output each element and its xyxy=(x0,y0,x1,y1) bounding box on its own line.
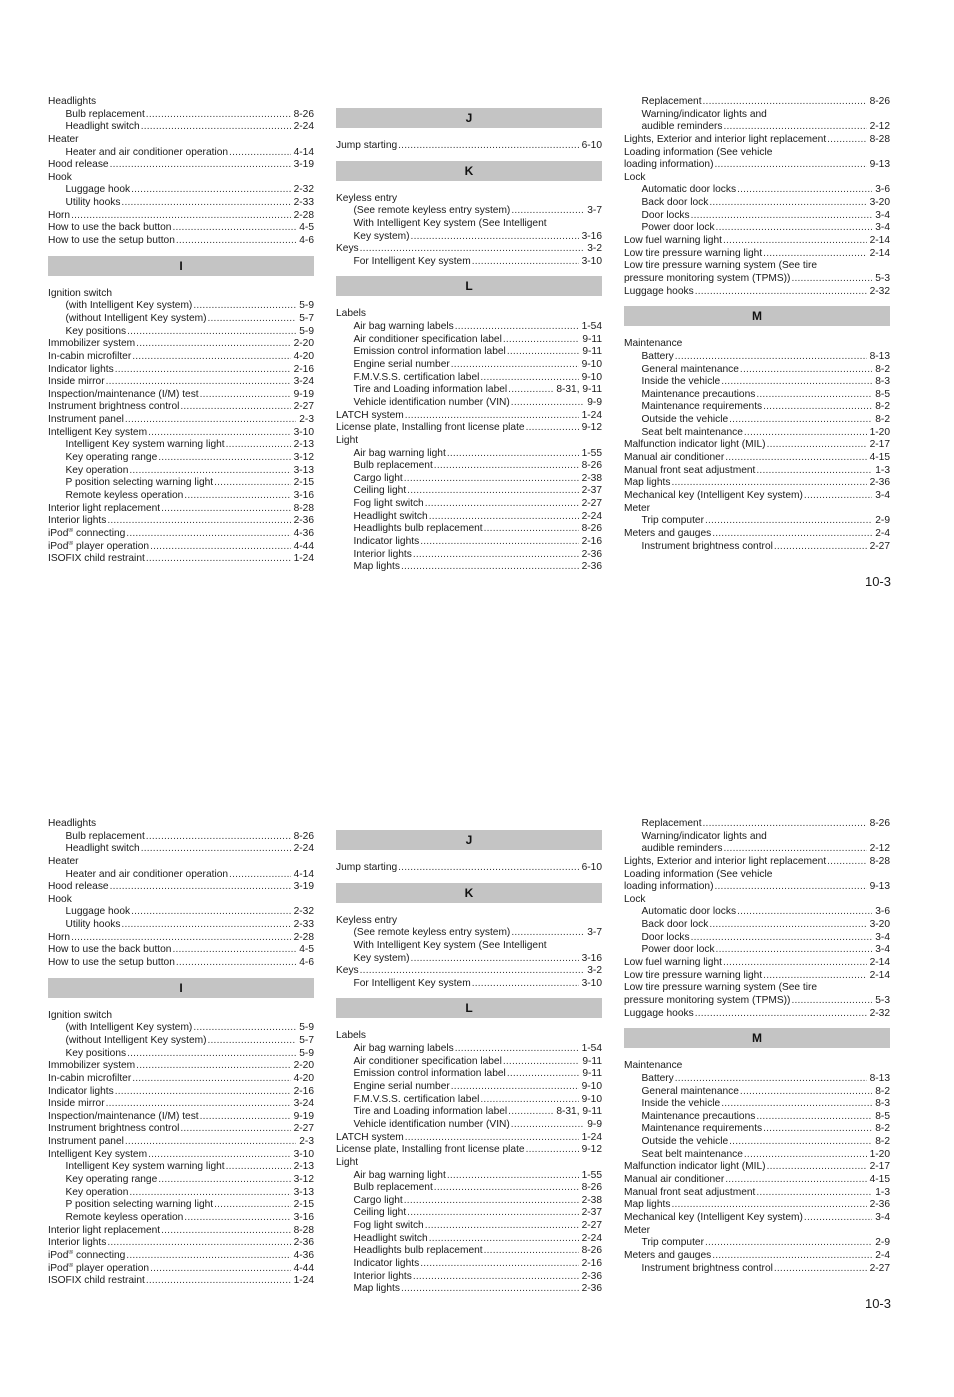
index-entry[interactable]: Low fuel warning light ..... 2-14 xyxy=(624,235,890,248)
index-entry[interactable]: Door locks ..... 3-4 xyxy=(624,210,890,223)
index-entry[interactable]: Bulb replacement ..... 8-26 xyxy=(48,109,314,122)
index-heading: Labels xyxy=(336,308,367,320)
index-entry[interactable]: Emission control information label ..... 9-11 xyxy=(336,1068,602,1081)
index-entry[interactable]: Low tire pressure warning light ..... 2-14 xyxy=(624,970,890,983)
index-entry[interactable]: Air conditioner specification label ..... 9-11 xyxy=(336,1056,602,1069)
index-subheading: Warning/indicator lights and xyxy=(641,108,767,120)
index-entry[interactable]: Replacement ..... 8-26 xyxy=(624,96,890,109)
index-entry[interactable]: Interior lights ..... 2-36 xyxy=(48,515,314,528)
index-entry[interactable]: Tire and Loading information label ..... 8-31, 9-11 xyxy=(336,384,602,397)
index-heading: Loading information (See vehicle xyxy=(624,146,773,158)
index-entry[interactable]: iPod® player operation ..... 4-44 xyxy=(48,541,314,554)
index-heading: Hook xyxy=(48,893,72,905)
index-entry[interactable]: Air bag warning light ..... 1-55 xyxy=(336,448,602,461)
index-entry[interactable]: audible reminders ..... 2-12 xyxy=(624,121,890,134)
index-entry[interactable]: Utility hooks ..... 2-33 xyxy=(48,919,314,932)
index-entry[interactable]: Lights, Exterior and interior light replacement ..... 8-28 xyxy=(624,856,890,869)
index-entry[interactable]: iPod® connecting ..... 4-36 xyxy=(48,528,314,541)
index-entry[interactable]: Meters and gauges ..... 2-4 xyxy=(624,528,890,541)
index-heading: Light xyxy=(336,1156,359,1168)
index-entry[interactable]: (without Intelligent Key system) ..... 5-7 xyxy=(48,1035,314,1048)
index-entry[interactable]: Manual air conditioner ..... 4-15 xyxy=(624,1174,890,1187)
index-entry[interactable]: Replacement ..... 8-26 xyxy=(624,818,890,831)
index-entry[interactable]: Air conditioner specification label ..... 9-11 xyxy=(336,334,602,347)
index-heading: Lock xyxy=(624,171,646,183)
index-heading: Heater xyxy=(48,855,79,867)
index-entry[interactable]: Hood release ..... 3-19 xyxy=(48,159,314,172)
index-entry[interactable]: Maintenance precautions ..... 8-5 xyxy=(624,1111,890,1124)
index-entry[interactable]: Automatic door locks ..... 3-6 xyxy=(624,184,890,197)
index-column-middle xyxy=(336,108,602,574)
index-entry[interactable]: Interior light replacement ..... 8-28 xyxy=(48,503,314,516)
index-entry[interactable]: iPod® player operation ..... 4-44 xyxy=(48,1263,314,1276)
index-entry[interactable]: Air bag warning labels ..... 1-54 xyxy=(336,1043,602,1056)
page-number: 10-3 xyxy=(864,574,891,589)
index-entry[interactable]: Malfunction indicator light (MIL) ..... 2-17 xyxy=(624,1161,890,1174)
index-entry[interactable]: Back door lock ..... 3-20 xyxy=(624,197,890,210)
index-entry[interactable]: (with Intelligent Key system) ..... 5-9 xyxy=(48,1022,314,1035)
index-heading: Low tire pressure warning system (See tire xyxy=(624,982,818,994)
section-letter-m: M xyxy=(624,306,890,326)
page-number: 10-3 xyxy=(864,1296,891,1311)
index-entry[interactable]: Engine serial number ..... 9-10 xyxy=(336,1081,602,1094)
index-heading: Maintenance xyxy=(624,1060,683,1072)
index-entry[interactable]: Interior lights ..... 2-36 xyxy=(336,549,602,562)
index-entry[interactable]: (See remote keyless entry system) ..... 3-7 xyxy=(336,205,602,218)
index-entry[interactable]: Jump starting ..... 6-10 xyxy=(336,140,602,153)
index-entry[interactable]: Malfunction indicator light (MIL) ..... 2-17 xyxy=(624,439,890,452)
index-entry[interactable]: Seat belt maintenance ..... 1-20 xyxy=(624,427,890,440)
index-heading: Keyless entry xyxy=(336,192,398,204)
index-entry[interactable]: How to use the setup button ..... 4-6 xyxy=(48,235,314,248)
section-letter-i: I xyxy=(48,978,314,998)
index-entry[interactable]: Lights, Exterior and interior light replacement ..... 8-28 xyxy=(624,134,890,147)
index-heading: Keyless entry xyxy=(336,914,398,926)
index-entry[interactable]: Inspection/maintenance (I/M) test ..... 9-19 xyxy=(48,1111,314,1124)
index-entry[interactable]: Manual air conditioner ..... 4-15 xyxy=(624,452,890,465)
index-entry[interactable]: Indicator lights ..... 2-16 xyxy=(336,536,602,549)
index-entry[interactable]: Indicator lights ..... 2-16 xyxy=(48,364,314,377)
index-entry[interactable]: Key operating range ..... 3-12 xyxy=(48,1174,314,1187)
index-entry[interactable]: Key operating range ..... 3-12 xyxy=(48,452,314,465)
index-entry[interactable]: Luggage hooks ..... 2-32 xyxy=(624,286,890,299)
index-column-middle xyxy=(336,830,602,1296)
index-heading: Headlights xyxy=(48,96,97,107)
index-entry[interactable]: Mechanical key (Intelligent Key system) ..... 3-4 xyxy=(624,1212,890,1225)
index-entry[interactable]: F.M.V.S.S. certification label ..... 9-10 xyxy=(336,1094,602,1107)
index-entry[interactable]: Outside the vehicle ..... 8-2 xyxy=(624,414,890,427)
index-entry[interactable]: Map lights ..... 2-36 xyxy=(624,477,890,490)
section-letter-j: J xyxy=(336,830,602,850)
index-entry[interactable]: Map lights ..... 2-36 xyxy=(336,1283,602,1296)
index-entry[interactable]: Cargo light ..... 2-38 xyxy=(336,1195,602,1208)
index-entry[interactable]: Key operation ..... 3-13 xyxy=(48,1187,314,1200)
index-entry[interactable]: For Intelligent Key system ..... 3-10 xyxy=(336,256,602,269)
index-entry[interactable]: In-cabin microfilter ..... 4-20 xyxy=(48,1073,314,1086)
index-heading: Loading information (See vehicle xyxy=(624,868,773,880)
index-entry[interactable]: Indicator lights ..... 2-16 xyxy=(48,1086,314,1099)
index-entry[interactable]: Meters and gauges ..... 2-4 xyxy=(624,1250,890,1263)
section-letter-l: L xyxy=(336,998,602,1018)
index-entry[interactable]: Trip computer ..... 2-9 xyxy=(624,515,890,528)
index-entry[interactable]: Horn ..... 2-28 xyxy=(48,210,314,223)
index-entry[interactable]: loading information) ..... 9-13 xyxy=(624,881,890,894)
index-entry[interactable]: Air bag warning labels ..... 1-54 xyxy=(336,321,602,334)
index-entry[interactable]: Immobilizer system ..... 2-20 xyxy=(48,1060,314,1073)
index-entry[interactable]: In-cabin microfilter ..... 4-20 xyxy=(48,351,314,364)
index-entry[interactable]: Bulb replacement ..... 8-26 xyxy=(48,831,314,844)
index-entry[interactable]: Vehicle identification number (VIN) ..... 9-9 xyxy=(336,397,602,410)
section-letter-k: K xyxy=(336,161,602,181)
index-entry[interactable]: Maintenance requirements ..... 8-2 xyxy=(624,401,890,414)
index-entry[interactable]: Inside the vehicle ..... 8-3 xyxy=(624,1098,890,1111)
section-letter-j: J xyxy=(336,108,602,128)
index-heading: Heater xyxy=(48,133,79,145)
index-entry[interactable]: Inside the vehicle ..... 8-3 xyxy=(624,376,890,389)
index-entry[interactable]: Remote keyless operation ..... 3-16 xyxy=(48,1212,314,1225)
index-entry[interactable]: Mechanical key (Intelligent Key system) ..... 3-4 xyxy=(624,490,890,503)
index-entry[interactable]: pressure monitoring system (TPMS)) ..... 5-3 xyxy=(624,273,890,286)
index-entry[interactable]: Instrument panel ..... 2-3 xyxy=(48,1136,314,1149)
index-entry[interactable]: Key positions ..... 5-9 xyxy=(48,326,314,339)
index-entry[interactable]: Luggage hook ..... 2-32 xyxy=(48,906,314,919)
index-heading: Ignition switch xyxy=(48,1009,112,1021)
index-entry[interactable]: Tire and Loading information label ..... 8-31, 9-11 xyxy=(336,1106,602,1119)
index-entry[interactable]: Map lights ..... 2-36 xyxy=(336,561,602,574)
index-heading: Meter xyxy=(624,1224,651,1236)
index-entry[interactable]: Intelligent Key system ..... 3-10 xyxy=(48,1149,314,1162)
index-entry[interactable]: Interior light replacement ..... 8-28 xyxy=(48,1225,314,1238)
index-heading: Hook xyxy=(48,171,72,183)
index-entry[interactable]: Emission control information label ..... 9-11 xyxy=(336,346,602,359)
index-entry[interactable]: Back door lock ..... 3-20 xyxy=(624,919,890,932)
index-entry[interactable]: Jump starting ..... 6-10 xyxy=(336,862,602,875)
index-entry[interactable]: Instrument brightness control ..... 2-27 xyxy=(48,1123,314,1136)
index-column-right xyxy=(624,818,890,1275)
index-entry[interactable]: ISOFIX child restraint ..... 1-24 xyxy=(48,553,314,566)
index-entry[interactable]: F.M.V.S.S. certification label ..... 9-10 xyxy=(336,372,602,385)
section-letter-m: M xyxy=(624,1028,890,1048)
index-entry[interactable]: Manual front seat adjustment ..... 1-3 xyxy=(624,465,890,478)
index-entry[interactable]: For Intelligent Key system ..... 3-10 xyxy=(336,978,602,991)
index-subheading: With Intelligent Key system (See Intelligent xyxy=(353,217,547,229)
index-heading: Lock xyxy=(624,893,646,905)
index-entry[interactable]: Keys ..... 3-2 xyxy=(336,243,602,256)
index-entry[interactable]: Low fuel warning light ..... 2-14 xyxy=(624,957,890,970)
index-entry[interactable]: Door locks ..... 3-4 xyxy=(624,932,890,945)
index-entry[interactable]: Headlights bulb replacement ..... 8-26 xyxy=(336,523,602,536)
index-entry[interactable]: Immobilizer system ..... 2-20 xyxy=(48,338,314,351)
index-entry[interactable]: General maintenance ..... 8-2 xyxy=(624,364,890,377)
index-entry[interactable]: Instrument brightness control ..... 2-27 xyxy=(624,541,890,554)
index-entry[interactable]: Low tire pressure warning light ..... 2-14 xyxy=(624,248,890,261)
index-entry[interactable]: pressure monitoring system (TPMS)) ..... 5-3 xyxy=(624,995,890,1008)
index-entry[interactable]: Headlight switch ..... 2-24 xyxy=(336,1233,602,1246)
index-entry[interactable]: Fog light switch ..... 2-27 xyxy=(336,498,602,511)
index-entry[interactable]: P position selecting warning light ..... 2-15 xyxy=(48,477,314,490)
index-entry[interactable]: Ceiling light ..... 2-37 xyxy=(336,485,602,498)
index-page xyxy=(0,0,954,675)
index-heading: Ignition switch xyxy=(48,287,112,299)
section-letter-k: K xyxy=(336,883,602,903)
index-entry[interactable]: Instrument brightness control ..... 2-27 xyxy=(48,401,314,414)
index-entry[interactable]: Key operation ..... 3-13 xyxy=(48,465,314,478)
index-entry[interactable]: License plate, Installing front license plate ..... 9-12 xyxy=(336,1144,602,1157)
index-entry[interactable]: LATCH system ..... 1-24 xyxy=(336,410,602,423)
index-entry[interactable]: Map lights ..... 2-36 xyxy=(624,1199,890,1212)
index-entry[interactable]: LATCH system ..... 1-24 xyxy=(336,1132,602,1145)
index-entry[interactable]: How to use the back button ..... 4-5 xyxy=(48,944,314,957)
index-entry[interactable]: Bulb replacement ..... 8-26 xyxy=(336,460,602,473)
index-entry[interactable]: Luggage hooks ..... 2-32 xyxy=(624,1008,890,1021)
index-page xyxy=(0,722,954,1397)
index-heading: Headlights xyxy=(48,818,97,829)
index-entry[interactable]: Heater and air conditioner operation ..... 4-14 xyxy=(48,869,314,882)
index-entry[interactable]: Battery ..... 8-13 xyxy=(624,351,890,364)
index-entry[interactable]: iPod® connecting ..... 4-36 xyxy=(48,1250,314,1263)
index-entry[interactable]: Trip computer ..... 2-9 xyxy=(624,1237,890,1250)
index-entry[interactable]: audible reminders ..... 2-12 xyxy=(624,843,890,856)
index-entry[interactable]: Indicator lights ..... 2-16 xyxy=(336,1258,602,1271)
index-entry[interactable]: Fog light switch ..... 2-27 xyxy=(336,1220,602,1233)
index-entry[interactable]: Vehicle identification number (VIN) ..... 9-9 xyxy=(336,1119,602,1132)
index-entry[interactable]: Engine serial number ..... 9-10 xyxy=(336,359,602,372)
index-entry[interactable]: Intelligent Key system warning light ..... 2-13 xyxy=(48,439,314,452)
index-entry[interactable]: Ceiling light ..... 2-37 xyxy=(336,1207,602,1220)
index-entry[interactable]: Utility hooks ..... 2-33 xyxy=(48,197,314,210)
index-entry[interactable]: Battery ..... 8-13 xyxy=(624,1073,890,1086)
index-entry[interactable]: Outside the vehicle ..... 8-2 xyxy=(624,1136,890,1149)
index-column-right xyxy=(624,96,890,553)
index-entry[interactable]: Headlight switch ..... 2-24 xyxy=(336,511,602,524)
index-entry[interactable]: Instrument brightness control ..... 2-27 xyxy=(624,1263,890,1276)
index-entry[interactable]: Inside mirror ..... 3-24 xyxy=(48,376,314,389)
index-entry[interactable]: Maintenance precautions ..... 8-5 xyxy=(624,389,890,402)
index-entry[interactable]: Key system) ..... 3-16 xyxy=(336,231,602,244)
index-entry[interactable]: Automatic door locks ..... 3-6 xyxy=(624,906,890,919)
index-entry[interactable]: (without Intelligent Key system) ..... 5-7 xyxy=(48,313,314,326)
index-subheading: With Intelligent Key system (See Intelligent xyxy=(353,939,547,951)
index-entry[interactable]: Inspection/maintenance (I/M) test ..... 9-19 xyxy=(48,389,314,402)
index-entry[interactable]: Seat belt maintenance ..... 1-20 xyxy=(624,1149,890,1162)
index-entry[interactable]: How to use the back button ..... 4-5 xyxy=(48,222,314,235)
index-entry[interactable]: loading information) ..... 9-13 xyxy=(624,159,890,172)
index-entry[interactable]: Key positions ..... 5-9 xyxy=(48,1048,314,1061)
index-entry[interactable]: Inside mirror ..... 3-24 xyxy=(48,1098,314,1111)
index-entry[interactable]: Headlight switch ..... 2-24 xyxy=(48,843,314,856)
index-entry[interactable]: General maintenance ..... 8-2 xyxy=(624,1086,890,1099)
section-letter-i: I xyxy=(48,256,314,276)
index-entry[interactable]: ISOFIX child restraint ..... 1-24 xyxy=(48,1275,314,1288)
index-entry[interactable]: Intelligent Key system warning light ..... 2-13 xyxy=(48,1161,314,1174)
index-entry[interactable]: Instrument panel ..... 2-3 xyxy=(48,414,314,427)
index-entry[interactable]: Hood release ..... 3-19 xyxy=(48,881,314,894)
index-entry[interactable]: (See remote keyless entry system) ..... 3-7 xyxy=(336,927,602,940)
index-entry[interactable]: License plate, Installing front license plate ..... 9-12 xyxy=(336,422,602,435)
index-heading: Labels xyxy=(336,1030,367,1042)
index-entry[interactable]: Remote keyless operation ..... 3-16 xyxy=(48,490,314,503)
index-entry[interactable]: Power door lock ..... 3-4 xyxy=(624,944,890,957)
section-letter-l: L xyxy=(336,276,602,296)
index-entry[interactable]: Headlight switch ..... 2-24 xyxy=(48,121,314,134)
index-heading: Light xyxy=(336,434,359,446)
index-entry[interactable]: Cargo light ..... 2-38 xyxy=(336,473,602,486)
index-entry[interactable]: Heater and air conditioner operation ..... 4-14 xyxy=(48,147,314,160)
index-entry[interactable]: Key system) ..... 3-16 xyxy=(336,953,602,966)
index-entry[interactable]: Keys ..... 3-2 xyxy=(336,965,602,978)
index-entry[interactable]: Headlights bulb replacement ..... 8-26 xyxy=(336,1245,602,1258)
index-entry[interactable]: (with Intelligent Key system) ..... 5-9 xyxy=(48,300,314,313)
index-entry[interactable]: Interior lights ..... 2-36 xyxy=(336,1271,602,1284)
index-entry[interactable]: P position selecting warning light ..... 2-15 xyxy=(48,1199,314,1212)
index-entry[interactable]: Bulb replacement ..... 8-26 xyxy=(336,1182,602,1195)
index-subheading: Warning/indicator lights and xyxy=(641,830,767,842)
index-entry[interactable]: Horn ..... 2-28 xyxy=(48,932,314,945)
index-heading: Meter xyxy=(624,502,651,514)
index-entry[interactable]: Interior lights ..... 2-36 xyxy=(48,1237,314,1250)
index-entry[interactable]: Intelligent Key system ..... 3-10 xyxy=(48,427,314,440)
index-entry[interactable]: Maintenance requirements ..... 8-2 xyxy=(624,1123,890,1136)
index-column-left xyxy=(48,96,314,566)
index-column-left xyxy=(48,818,314,1288)
index-entry[interactable]: Power door lock ..... 3-4 xyxy=(624,222,890,235)
index-entry[interactable]: Air bag warning light ..... 1-55 xyxy=(336,1170,602,1183)
index-entry[interactable]: Luggage hook ..... 2-32 xyxy=(48,184,314,197)
index-heading: Maintenance xyxy=(624,338,683,350)
index-entry[interactable]: Manual front seat adjustment ..... 1-3 xyxy=(624,1187,890,1200)
index-heading: Low tire pressure warning system (See tire xyxy=(624,260,818,272)
index-entry[interactable]: How to use the setup button ..... 4-6 xyxy=(48,957,314,970)
